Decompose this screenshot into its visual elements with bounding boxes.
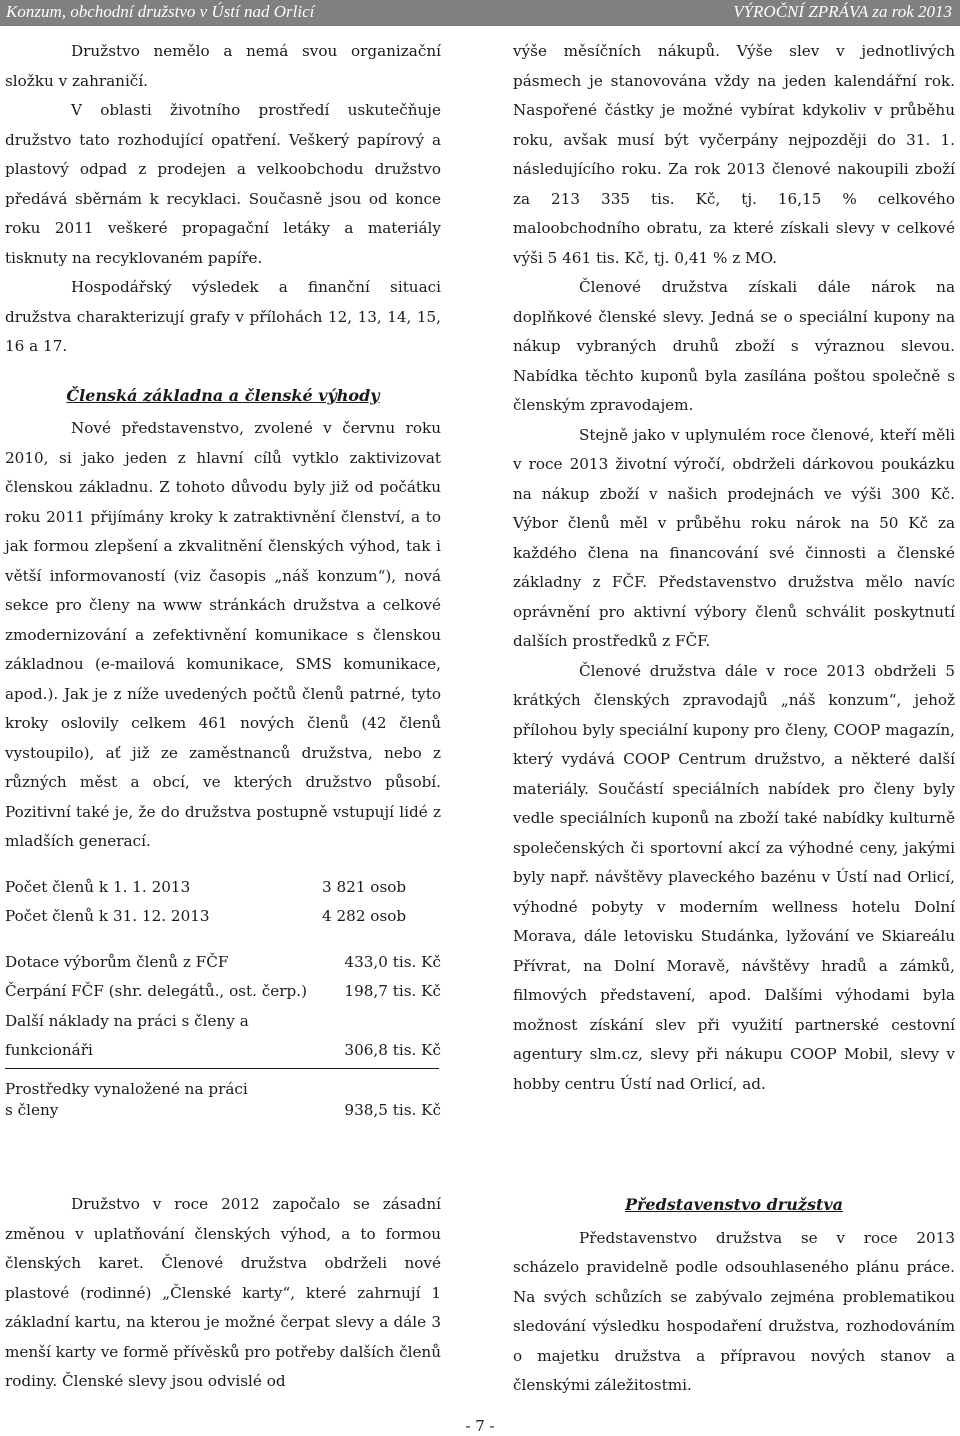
member-stat-value: 4 282 osob [322,907,407,925]
member-stat-label: Počet členů k 1. 1. 2013 [5,877,191,896]
total-separator-line [5,1068,439,1069]
paragraph-anniversary: Stejně jako v uplynulém roce členové, kteří měli v roce 2013 životní výročí, obdrželi dárkovou poukázku na nákup zboží v našich prodejnách ve výši 300 Kč. Výbor členů měl v průběhu roku nárok na 50 Kč za každého člena na financování své činnosti a členské základny z FČF. Představenstvo družstva mělo navíc oprávnění pro aktivní výbory členů schválit poskytnutí dalších prostředků z FČF. [513,425,955,650]
member-stat-label: Počet členů k 31. 12. 2013 [5,907,210,925]
paragraph-economic-result: Hospodářský výsledek a finanční situaci družstva charakterizují grafy v přílohách 12, 13, 14, 15, 16 a 17. [5,278,441,355]
cost-value: 198,7 tis. Kč [344,982,441,1000]
paragraph-coupons: Členové družstva získali dále nárok na doplňkové členské slevy. Jedná se o speciální kupony na nákup vybraných druhů zboží s výraznou slevou. Nabídka těchto kuponů byla zasílána poštou společně s členským zpravodajem. [513,278,955,414]
cost-row [5,948,441,978]
bottom-left-column [5,1190,441,1397]
paragraph-newsletters: Členové družstva dále v roce 2013 obdrželi 5 krátkých členských zpravodajů „náš konzum“, jehož přílohou byly speciální kupony pro členy, COOP magazín, který vydává COOP Centrum družstvo, a některé další materiály. Součástí speciálních nabídek pro členy byly vedle speciálních kuponů na zboží také nabídky kulturně společenských či sportovní akcí za výhodné ceny, jakými byly např. návštěvy plaveckého bazénu v Ústí nad Orlicí, výhodné pobyty v moderním wellness hotelu Dolní Morava, dále letovisku Studánka, lyžování ve Skiareálu Přívrat, na Dolní Moravě, návštěvy hradů a zámků, filmových představení, apod. Dalšími výhodami byla možnost získání slev při využití partnerské cestovní agentury slm.cz, slevy při nákupu COOP Mobil, slevy v hobby centru Ústí nad Orlicí, ad. [513,661,955,1093]
cost-row [5,1100,441,1121]
cost-value: 938,5 tis. Kč [344,1100,441,1119]
section-heading-membership: Členská základna a členské výhody [66,385,380,405]
paragraph-discounts: výše měsíčních nákupů. Výše slev v jednotlivých pásmech je stanovována vždy na jeden kalendářní rok. Naspořené částky je možné vybírat kdykoliv v průběhu roku, avšak musí být vyčerpány nejpozději do 31. 1. následujícího roku. Za rok 2013 členové nakoupili zboží za 213 335 tis. Kč, tj. 16,15 % celkového maloobchodního obratu, za které získali slevy v celkové výši 5 461 tis. Kč, tj. 0,41 % z MO. [513,42,955,267]
member-stat-value: 3 821 osob [322,877,407,896]
member-stat-row [5,873,441,903]
left-column [5,37,441,1121]
paragraph-foreign-branch: Družstvo nemělo a nemá svou organizační složku v zahraničí. [5,42,441,90]
cost-total [5,1079,441,1121]
cost-value: 306,8 tis. Kč [344,1041,441,1059]
paragraph-membership: Nové představenstvo, zvolené v červnu roku 2010, si jako jeden z hlavní cílů vytklo zaktivizovat členskou základnu. Z tohoto důvodu byly již od počátku roku 2011 přijímány kroky k zatraktivnění členství, a to jak formou zlepšení a zkvalitnění členských výhod, tak i větší informovaností (viz časopis „náš konzum“), nová sekce pro členy na www stránkách družstva a celkové zmodernizování a zefektivnění komunikace s členskou základnou (e-mailová komunikace, SMS komunikace, apod.). Jak je z níže uvedených počtů členů patrné, tyto kroky oslovily celkem 461 nových členů (42 členů vystoupilo), ať již ze zaměstnanců družstva, nebo z různých měst a obcí, ve kterých družstvo působí. Pozitivní také je, že do družstva postupně vstupují lidé z mladších generací. [5,419,441,850]
cost-label: funkcionáři [5,1041,93,1059]
cost-row [5,977,441,1007]
header-report-title: VÝROČNÍ ZPRÁVA za rok 2013 [733,2,952,21]
cost-label: Další náklady na práci s členy a [5,1011,249,1030]
right-column [513,37,955,1099]
page-number: - 7 - [465,1417,495,1435]
header-company-name: Konzum, obchodní družstvo v Ústí nad Orlicí [6,2,315,21]
cost-value: 433,0 tis. Kč [344,952,441,971]
bottom-right-column [513,1190,955,1401]
cost-label: Čerpání FČF (shr. delegátů., ost. čerp.) [5,982,308,1000]
section-heading-board: Představenstvo družstva [624,1195,844,1214]
paragraph-environment: V oblasti životního prostředí uskutečňuje družstvo tato rozhodující opatření. Veškerý papírový a plastový odpad z prodejen a velkoobchodu družstvo předává sběrnám k recyklaci. Současně jsou od konce roku 2011 veškeré propagační letáky a materiály tisknuty na recyklovaném papíře. [5,101,441,267]
member-stats [5,873,441,932]
cost-table [5,948,441,1121]
member-stat-row [5,902,441,932]
cost-row [5,1036,441,1066]
paragraph-board: Představenstvo družstva se v roce 2013 scházelo pravidelně podle odsouhlaseného plánu práce. Na svých schůzích se zabývalo zejména problematikou sledování výsledku hospodaření družstva, rozhodováním o majetku družstva a přípravou nových stanov a členskými záležitostmi. [513,1228,955,1394]
cost-label: Prostředky vynaložené na práci [5,1079,248,1098]
page-header [0,0,960,26]
paragraph-member-cards: Družstvo v roce 2012 započalo se zásadní změnou v uplatňování členských výhod, a to formou členských karet. Členové družstva obdrželi nové plastové (rodinné) „Členské karty“, které zahrnují 1 základní kartu, na kterou je možné čerpat slevy a dále 3 menší karty ve formě přívěsků pro potřeby dalších členů rodiny. Členské slevy jsou odvislé od [5,1195,441,1390]
cost-label: Dotace výborům členů z FČF [5,952,229,971]
cost-label: s členy [5,1100,59,1119]
